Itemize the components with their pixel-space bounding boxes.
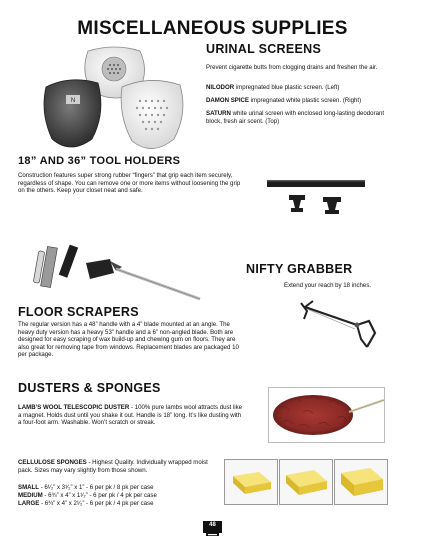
sponge-photo-medium xyxy=(279,459,333,505)
page-number-logo xyxy=(203,521,222,536)
size-label: LARGE xyxy=(18,500,40,507)
size-detail: - 6¾” x 4” x 2¹⁄₂” - 6 per pk / 4 pk per case xyxy=(39,500,154,507)
sponge-photo-large xyxy=(334,459,388,505)
svg-text:N: N xyxy=(70,98,76,104)
sponge-size-medium xyxy=(18,492,228,500)
urinal-item-saturn xyxy=(206,110,396,125)
nifty-grabber-heading: NIFTY GRABBER xyxy=(246,262,353,276)
floor-scrapers-photo xyxy=(32,243,202,303)
page-number: 48 xyxy=(209,522,216,528)
product-name: CELLULOSE SPONGES xyxy=(18,459,87,466)
sponge-size-small xyxy=(18,484,228,492)
urinal-screens-heading: URINAL SCREENS xyxy=(206,42,322,56)
product-name: SATURN xyxy=(206,110,231,117)
urinal-screens-photo xyxy=(40,43,190,160)
nifty-grabber-body: Extend your reach by 18 inches. xyxy=(284,282,372,289)
dusters-sponges-heading: DUSTERS & SPONGES xyxy=(18,381,161,395)
sponge-size-large xyxy=(18,500,228,508)
sponge-photo-small xyxy=(224,459,278,505)
product-desc: - Highest Quality. Individually wrapped moist pack. Sizes may vary slightly from those shown. xyxy=(18,459,208,474)
floor-scrapers-body: The regular version has a 48” handle with a 4” blade mounted at an angle. The heavy duty version has a heavy 53” handle and a 6” non-angled blade. Both are designed for easy scraping of wax build-up and chewing gum on floors. They are also great for removing tape from windows. Replacement blades are packaged 10 per package. xyxy=(18,321,239,359)
cellulose-sponges-text xyxy=(18,459,216,474)
urinal-screens-intro: Prevent cigarette butts from clogging drains and freshen the air. xyxy=(206,64,378,71)
size-label: MEDIUM xyxy=(18,492,43,499)
product-name: LAMB’S WOOL TELESCOPIC DUSTER xyxy=(18,404,130,411)
urinal-item-nilodor xyxy=(206,84,396,92)
product-desc: impregnated blue plastic screen. (Left) xyxy=(234,84,340,91)
tool-holders-body: Construction features super strong rubber “fingers” that grip each item securely, regardless of shape. You can remove one or more items without loosening the grip on the others. Keep your closet neat and safe. xyxy=(18,172,241,195)
product-desc: impregnated white plastic screen. (Right) xyxy=(249,97,362,104)
size-detail: - 6¾” x 4” x 1¹⁄₂” - 6 per pk / 4 pk per case xyxy=(42,492,157,499)
floor-scrapers-heading: FLOOR SCRAPERS xyxy=(18,305,139,319)
tool-holders-heading: 18” AND 36” TOOL HOLDERS xyxy=(18,155,181,167)
size-detail: - 6¹⁄₂” x 3¹⁄₂” x 1” - 6 per pk / 8 pk per case xyxy=(39,484,154,491)
lambs-wool-duster-text xyxy=(18,404,246,427)
product-desc: white urinal screen with enclosed long-lasting deodorant block, fresh air scent. (Top) xyxy=(206,110,385,125)
lambs-wool-duster-photo xyxy=(268,387,385,443)
tool-holders-photo xyxy=(263,171,369,226)
size-label: SMALL xyxy=(18,484,39,491)
product-desc: - 100% pure lambs wool attracts dust like a magnet. Holds dust until you shake it out. Handle is 18” long. It’s like dusting with a four-foot arm. Washable. Won’t scratch or streak. xyxy=(18,404,243,427)
product-name: NILODOR xyxy=(206,84,235,91)
page-title: MISCELLANEOUS SUPPLIES xyxy=(77,18,348,39)
urinal-item-damon-spice xyxy=(206,97,396,105)
nifty-grabber-photo xyxy=(297,289,379,352)
product-name: DAMON SPICE xyxy=(206,97,249,104)
